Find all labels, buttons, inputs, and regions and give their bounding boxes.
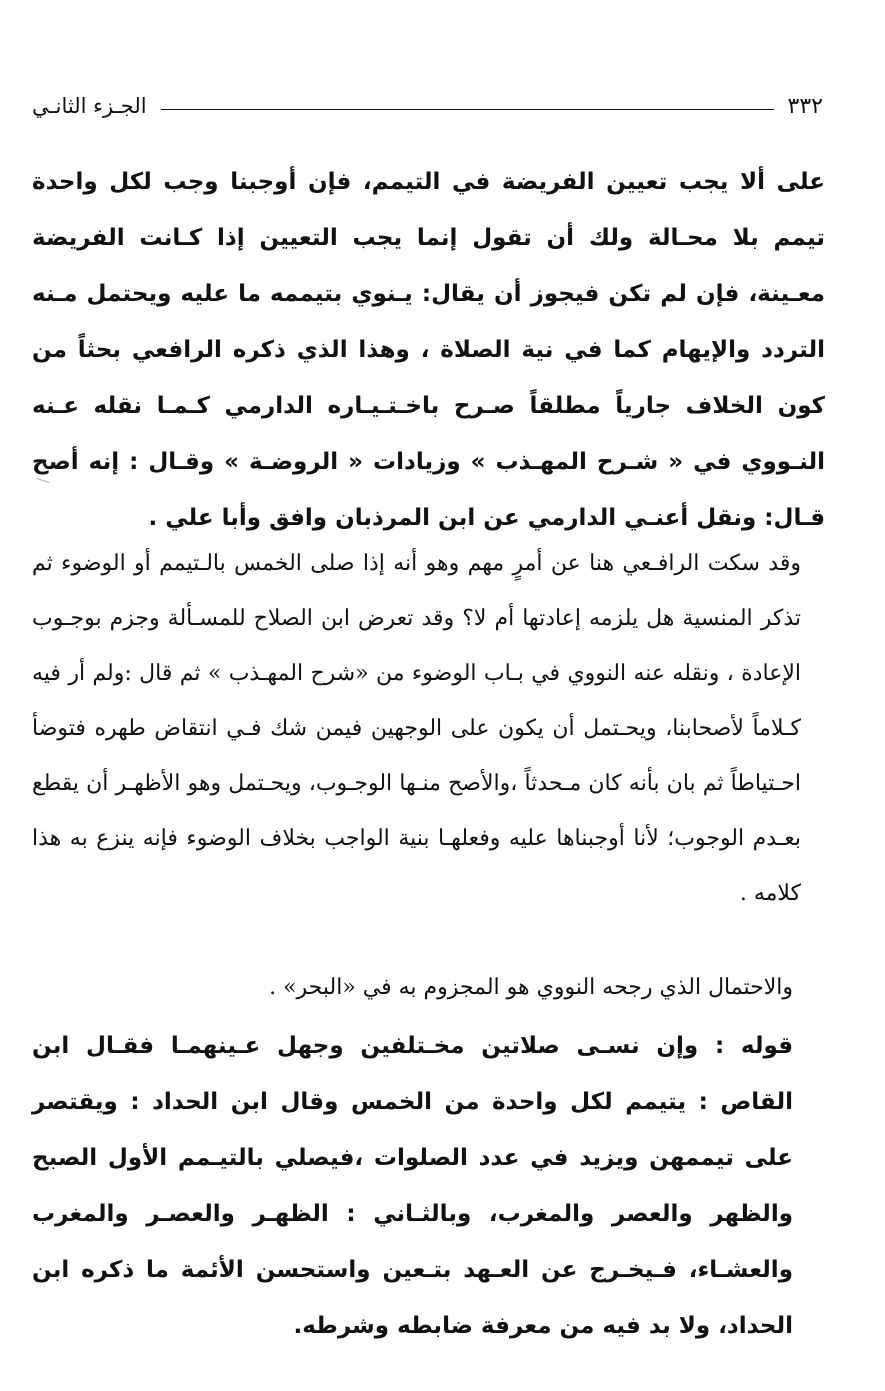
paragraph-2: وقد سكت الرافـعي هنا عن أمرٍ مهم وهو أنه إذا صلى الخمس بالـتيمم أو الوضوء ثم تذكر المنسية هل يلزمه إعادتها أم لا؟ وقد تعرض ابن الصلاح للمسـألة وجزم بوجـوب الإعادة ، ونقله عنه النووي في بـاب الوضوء من «شرح المهـذب » ثم قال :ولم أر فيه كـلاماً لأصحابنا، ويحـتمل أن يكون على الوجهين فيمن شك فـي انتقاض طهره فتوضأ احـتياطاً ثم بان بأنه كان مـحدثاً ،والأصح منـها الوجـوب، ويحـتمل وهو الأظهـر أن يقطع بعـدم الوجوب؛ لأنا أوجبناها عليه وفعلهـا بنية الواجب بخلاف الوضوء فإنه ينزع به هذا كلامه .	[32, 551, 801, 906]
paragraph-1: على ألا يجب تعيين الفريضة في التيمم، فإن أوجبنا وجب لكل واحدة تيمم بلا محـالة ولك أن تقول إنما يجب التعيين إذا كـانت الفريضة معـينة، فإن لم تكن فيجوز أن يقال: يـنوي بتيممه ما عليه ويحتمل مـنه التردد والإيهام كما في نية الصلاة ، وهذا الذي ذكره الرافعي بحثاً من كون الخلاف جارياً مطلقاً صـرح باخـتـيـاره الدارمي كـمـا نقله عـنه النـووي في « شـرح المهـذب » وزيادات « الروضـة » وقـال : إنه أصح قـال: ونقل أعنـي الدارمي عن ابن المرذبان وافق وأبا علي .	[32, 169, 825, 531]
page-number: ٣٣٢	[787, 93, 823, 119]
running-title: الجـزء الثانـي	[32, 94, 147, 118]
paragraph-3: والاحتمال الذي رجحه النووي هو المجزوم به في «البحر» .	[269, 975, 793, 1000]
header-rule	[161, 109, 774, 110]
page-header	[32, 88, 823, 124]
paragraph-4: قوله : وإن نسـى صلاتين مخـتلفين وجهل عـينهمـا فقـال ابن القاص : يتيمم لكل واحدة من الخمس وقال ابن الحداد : ويقتصر على تيممهن ويزيد في عدد الصلوات ،فيصلي بالتيـمم الأول الصبح والظهر والعصر والمغرب، وبالثـاني : الظهـر والعصـر والمغرب والعشـاء، فـيخـرج عن العـهد بتـعين واستحسن الأئمة ما ذكره ابن الحداد، ولا بد فيه من معرفة ضابطه وشرطه.	[32, 1033, 793, 1339]
